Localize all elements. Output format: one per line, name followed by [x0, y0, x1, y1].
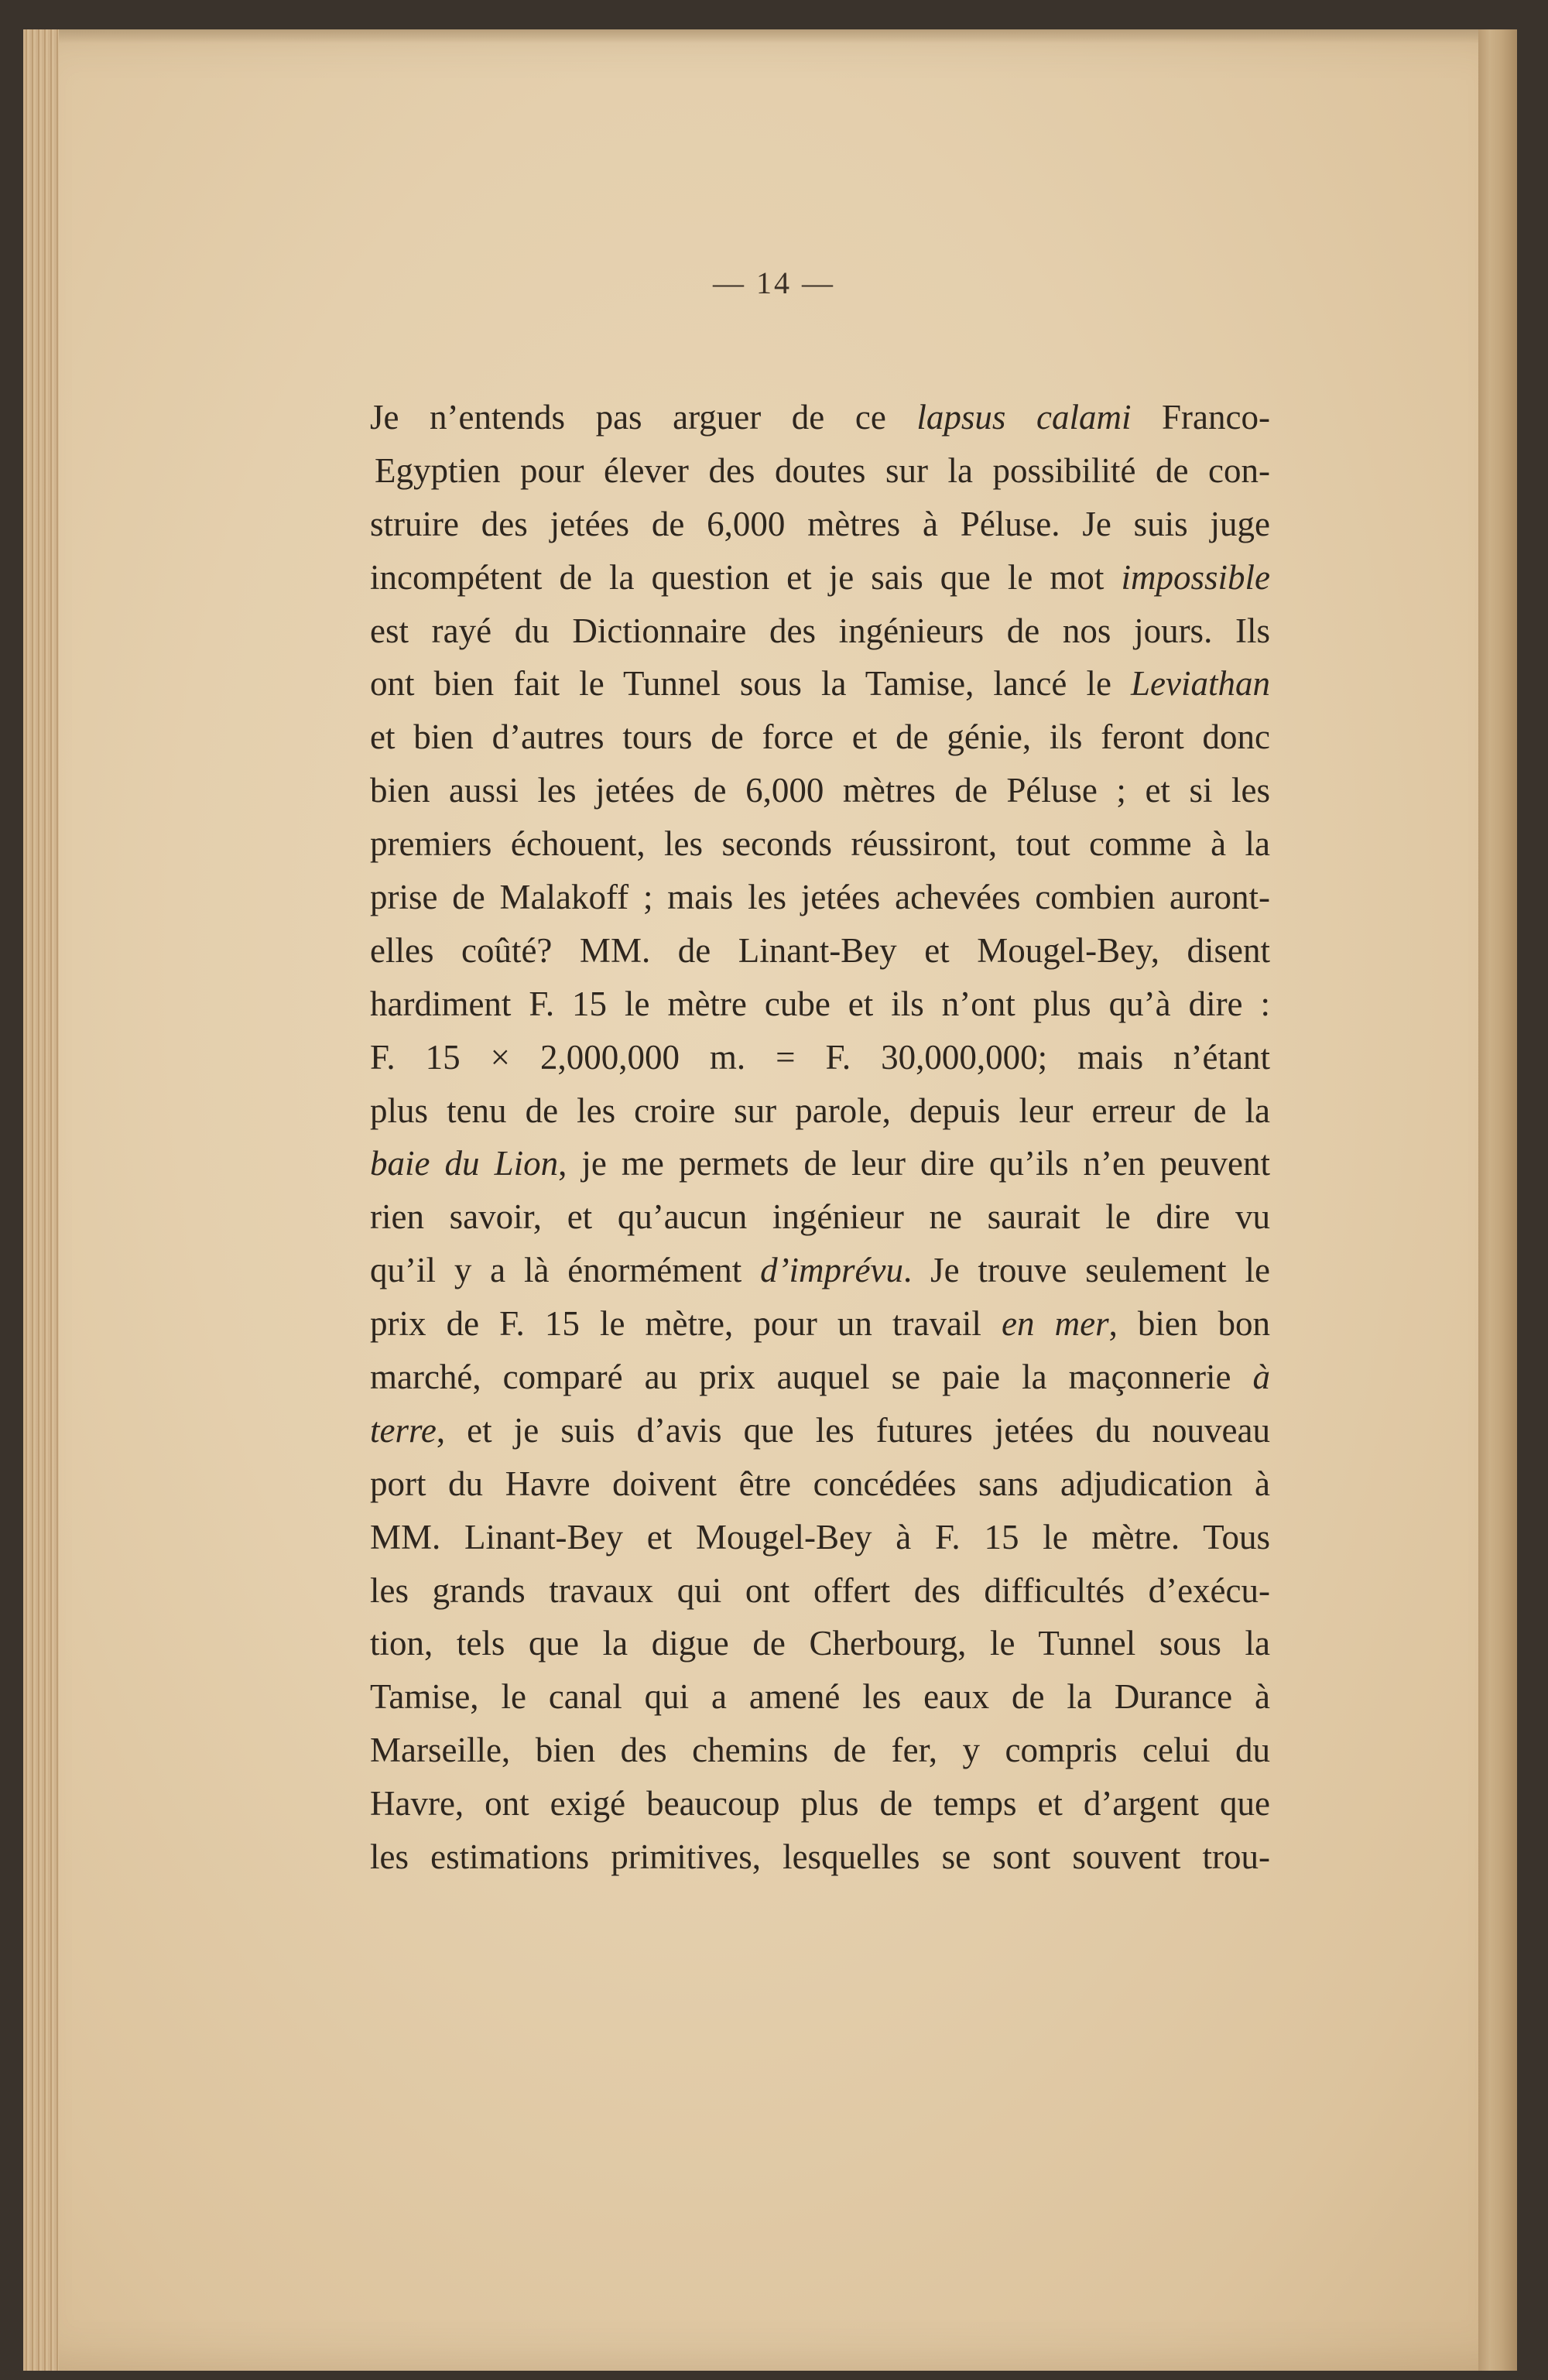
- text-line: [370, 1297, 1270, 1351]
- text-line: [370, 657, 1270, 711]
- text-line: [370, 1511, 1270, 1564]
- page-top-edge: [59, 29, 1478, 43]
- italic-text-run: en mer: [1002, 1304, 1109, 1344]
- text-run: les grands travaux qui ont offert des difficultés d’exécu-: [370, 1570, 1270, 1610]
- text-line: [370, 498, 1270, 551]
- italic-text-run: à: [1252, 1358, 1270, 1397]
- italic-text-run: d’imprévu: [760, 1251, 904, 1290]
- text-line: [370, 444, 1270, 498]
- text-line: [370, 1564, 1270, 1618]
- text-line: [370, 1457, 1270, 1511]
- text-line: [370, 978, 1270, 1031]
- text-run: Franco-: [1131, 398, 1270, 437]
- text-run: , je me permets de leur dire qu’ils n’en peuvent: [558, 1144, 1270, 1183]
- page-number: — 14 —: [713, 265, 835, 300]
- text-line: [370, 711, 1270, 764]
- text-line: [370, 764, 1270, 817]
- text-run: , bien bon: [1108, 1304, 1270, 1344]
- text-line: [370, 1830, 1270, 1884]
- text-run: tion, tels que la digue de Cherbourg, le Tunnel sous la: [370, 1624, 1270, 1663]
- text-line: [370, 1670, 1270, 1724]
- italic-text-run: baie du Lion: [370, 1144, 559, 1183]
- text-run: marché, comparé au prix auquel se paie la maçonnerie: [370, 1358, 1253, 1397]
- text-run: qu’il y a là énormément: [370, 1251, 761, 1290]
- text-line: [370, 1617, 1270, 1670]
- text-run: premiers échouent, les seconds réussiront, tout comme à la: [370, 824, 1270, 864]
- text-run: , et je suis d’avis que les futures jetées du nouveau: [436, 1410, 1270, 1450]
- text-run: Tamise, le canal qui a amené les eaux de la Durance à: [370, 1677, 1270, 1717]
- italic-text-run: terre: [370, 1410, 437, 1450]
- text-run: Egyptien pour élever des doutes sur la possibilité de con-: [375, 450, 1270, 490]
- text-run: ont bien fait le Tunnel sous la Tamise, lancé le: [370, 664, 1132, 704]
- body-text: [370, 391, 1270, 1884]
- text-run: Havre, ont exigé beaucoup plus de temps et d’argent que: [370, 1784, 1270, 1824]
- text-line: [370, 1777, 1270, 1830]
- italic-text-run: impossible: [1121, 557, 1270, 597]
- text-run: Je n’entends pas arguer de ce: [370, 398, 917, 437]
- text-run: Marseille, bien des chemins de fer, y compris celui du: [370, 1731, 1270, 1770]
- text-line: [370, 1351, 1270, 1404]
- text-run: bien aussi les jetées de 6,000 mètres de Péluse ; et si les: [370, 771, 1270, 810]
- text-line: [370, 817, 1270, 871]
- text-line: [370, 1084, 1270, 1138]
- text-run: les estimations primitives, lesquelles se sont souvent trou-: [370, 1837, 1270, 1877]
- text-run: prix de F. 15 le mètre, pour un travail: [370, 1304, 1002, 1344]
- text-line: [370, 1724, 1270, 1777]
- text-run: hardiment F. 15 le mètre cube et ils n’ont plus qu’à dire :: [370, 984, 1270, 1023]
- text-run: et bien d’autres tours de force et de génie, ils feront donc: [370, 717, 1270, 757]
- page-gutter-edge: [23, 29, 59, 2371]
- text-line: [370, 871, 1270, 924]
- text-line: [370, 1137, 1270, 1190]
- text-run: est rayé du Dictionnaire des ingénieurs de nos jours. Ils: [370, 611, 1270, 650]
- text-line: [370, 1404, 1270, 1457]
- text-run: rien savoir, et qu’aucun ingénieur ne saurait le dire vu: [370, 1197, 1270, 1237]
- text-run: . Je trouve seulement le: [903, 1251, 1270, 1290]
- text-run: elles coûté? MM. de Linant-Bey et Mougel-Bey, disent: [370, 930, 1270, 970]
- text-run: prise de Malakoff ; mais les jetées achevées combien auront-: [370, 878, 1270, 917]
- italic-text-run: Leviathan: [1131, 664, 1270, 704]
- text-line: [370, 1190, 1270, 1244]
- text-line: [370, 1031, 1270, 1084]
- text-run: plus tenu de les croire sur parole, depuis leur erreur de la: [370, 1091, 1270, 1130]
- text-run: F. 15 × 2,000,000 m. = F. 30,000,000; mais n’étant: [370, 1037, 1270, 1077]
- text-line: [370, 604, 1270, 658]
- text-line: [370, 924, 1270, 978]
- text-line: [370, 551, 1270, 604]
- text-run: port du Havre doivent être concédées sans adjudication à: [370, 1464, 1270, 1503]
- text-run: struire des jetées de 6,000 mètres à Péluse. Je suis juge: [370, 504, 1270, 543]
- text-line: [370, 391, 1270, 444]
- italic-text-run: lapsus calami: [916, 398, 1132, 437]
- page-fore-edge: [1478, 29, 1517, 2371]
- text-run: MM. Linant-Bey et Mougel-Bey à F. 15 le mètre. Tous: [370, 1517, 1270, 1556]
- text-run: incompétent de la question et je sais que le mot: [370, 557, 1122, 597]
- text-line: [370, 1244, 1270, 1297]
